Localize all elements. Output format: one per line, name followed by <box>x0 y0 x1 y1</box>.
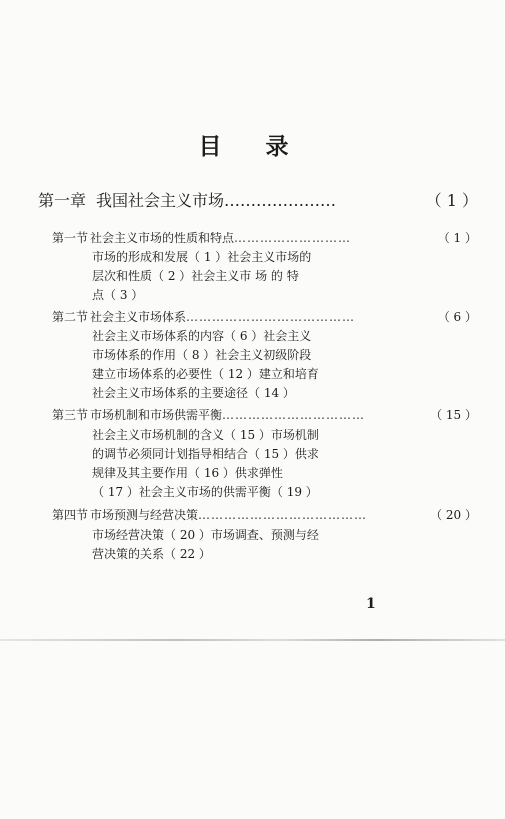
chapter-page: （ 1 ） <box>424 189 478 213</box>
page-title: 目 录 <box>198 133 307 160</box>
section-leader-dots: ……………………… <box>234 231 352 245</box>
section-detail-line: 社会主义市场体系的内容（ 6 ）社会主义 <box>92 329 312 343</box>
section-title: 市场机制和市场供需平衡 <box>90 408 223 422</box>
section-detail-line: 规律及其主要作用（ 16 ）供求弹性 <box>92 466 283 480</box>
section-detail-line: 点（ 3 ） <box>92 288 144 302</box>
section-title: 社会主义市场体系 <box>90 310 187 324</box>
section-detail-line: 营决策的关系（ 22 ） <box>92 547 211 561</box>
section-detail-line: 社会主义市场机制的含义（ 15 ）市场机制 <box>92 428 319 442</box>
section-label: 第四节 <box>52 508 89 522</box>
section-leader-dots: …………………………… <box>222 408 366 422</box>
scan-artifact-line <box>0 639 505 641</box>
toc-section-4[interactable] <box>52 506 477 525</box>
section-label: 第一节 <box>52 231 89 245</box>
section-title: 社会主义市场的性质和特点 <box>90 231 235 245</box>
section-label: 第三节 <box>52 408 89 422</box>
section-detail-line: 层次和性质（ 2 ）社会主义市 场 的 特 <box>92 269 299 283</box>
toc-section-3[interactable] <box>52 406 477 425</box>
section-leader-dots: ………………………………… <box>186 310 356 324</box>
chapter-leader-dots: ………………… <box>224 191 337 210</box>
section-page: （ 15 ） <box>428 406 477 425</box>
page-number: 1 <box>366 596 376 612</box>
section-detail-line: 市场经营决策（ 20 ）市场调查、预测与经 <box>92 528 319 542</box>
toc-section-2[interactable] <box>52 308 477 327</box>
section-label: 第二节 <box>52 310 89 324</box>
toc-chapter-1[interactable] <box>38 189 478 213</box>
chapter-label: 第一章 <box>38 191 87 210</box>
section-page: （ 1 ） <box>436 229 477 248</box>
section-detail-line: 的调节必须同计划指导相结合（ 15 ）供求 <box>92 447 319 461</box>
section-detail-line: 市场体系的作用（ 8 ）社会主义初级阶段 <box>92 348 312 362</box>
section-detail-line: 市场的形成和发展（ 1 ）社会主义市场的 <box>92 250 312 264</box>
section-title: 市场预测与经营决策 <box>90 508 199 522</box>
section-detail-line: 建立市场体系的必要性（ 12 ）建立和培育 <box>92 367 319 381</box>
section-detail-line: （ 17 ）社会主义市场的供需平衡（ 19 ） <box>92 485 318 499</box>
section-detail-line: 社会主义市场体系的主要途径（ 14 ） <box>92 386 295 400</box>
toc-section-1[interactable] <box>52 229 477 248</box>
section-leader-dots: ………………………………… <box>198 508 368 522</box>
section-page: （ 20 ） <box>428 506 477 525</box>
chapter-title: 我国社会主义市场 <box>96 191 225 210</box>
section-page: （ 6 ） <box>436 308 477 327</box>
